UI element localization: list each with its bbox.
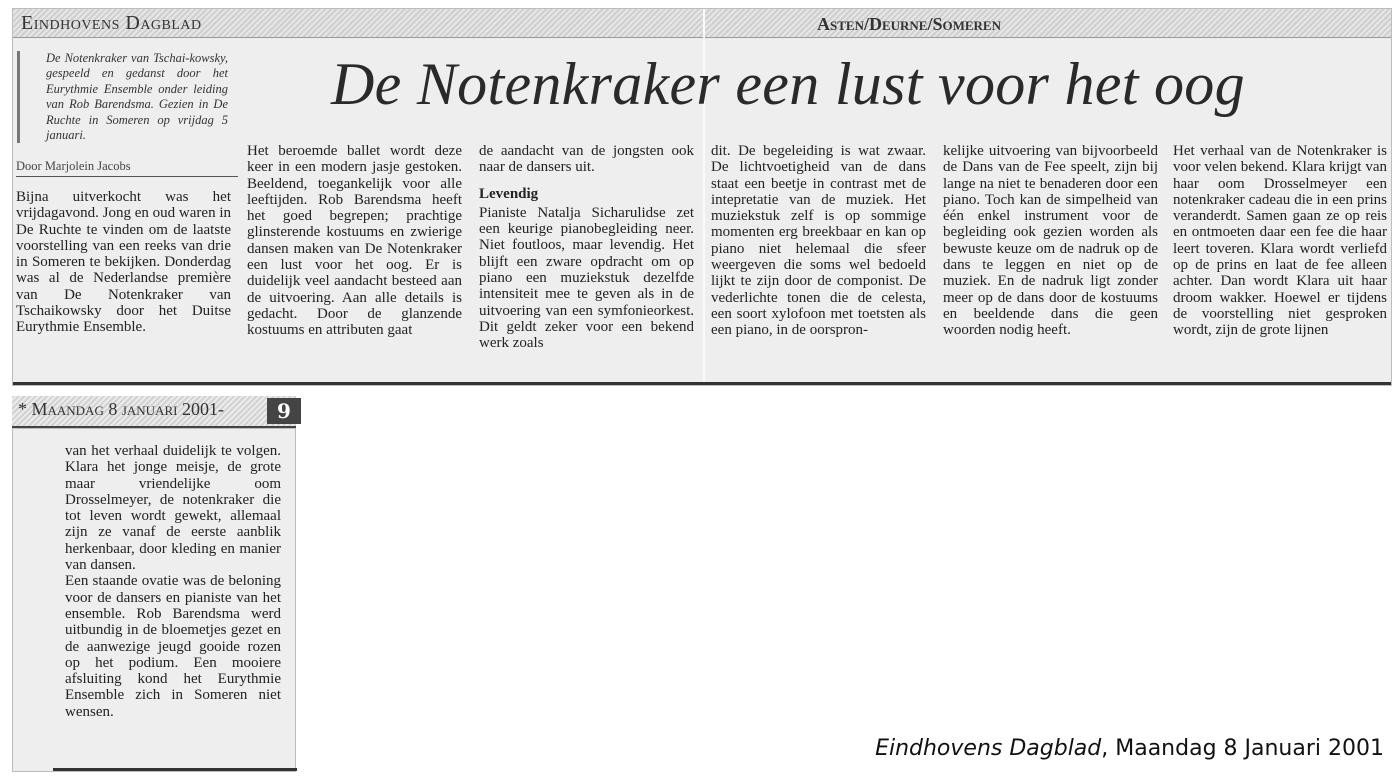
continuation-clipping (12, 428, 296, 772)
footer-date: , Maandag 8 Januari 2001 (1101, 736, 1384, 761)
headline: De Notenkraker een lust voor het oog (331, 51, 1245, 117)
byline: Door Marjolein Jacobs (16, 159, 238, 177)
article-column-6: Het verhaal van de Notenkraker is voor velen bekend. Klara krijgt van haar oom Drosselmeyer een notenkraker cadeau die in een prins veranderdt. Samen gaan ze op reis en ontmoeten daar een fee die haar leert toveren. Klara wordt verliefd op de prins en laat de fee alleen achter. Dan wordt Klara uit haar droom wakker. Hoewel er tijdens de voorstelling niet gesproken wordt, zijn de grote lijnen (1173, 143, 1387, 339)
issue-date: * Maandag 8 januari 2001- (18, 399, 224, 419)
paper-name: Eindhovens Dagblad (21, 12, 202, 34)
date-strip (12, 396, 296, 428)
article-column-3: de aandacht van de jongsten ook naar de dansers uit. Levendig Pianiste Natalja Sicharulidse zet een keurige pianobegleiding neer. Niet foutloos, maar levendig. Het blijft een zware opdracht om op piano een muziekstuk dezelfde intensiteit mee te geven als in de uitvoering van een symfonieorkest. Dit geldt zeker voor een bekend werk zoals (479, 143, 694, 352)
source-footer (875, 736, 1384, 761)
continuation-column: van het verhaal duidelijk te volgen. Klara het jonge meisje, de grote maar vriendelijke oom Drosselmeyer, de notenkraker die tot leven wordt gewekt, allemaal zijn ze vanaf de eerste aanblik herkenbaar, door kleding en manier van dansen. Een staande ovatie was de beloning voor de dansers en pianiste van het ensemble. Rob Barendsma werd uitbundig in de bloemetjes gezet en de aanwezige jeugd gooide rozen op het podium. Een mooiere afsluiting kond het Eurythmie Ensemble zich in Someren niet wensen. (65, 443, 281, 720)
newspaper-clipping (12, 8, 1392, 386)
region-label: Asten/Deurne/Someren (817, 14, 1001, 34)
article-column-2: Het beroemde ballet wordt deze keer in een modern jasje gestoken. Beeldend, toegankelijk voor alle leeftijden. Rob Barendsma heeft het goed begrepen; prachtige glinsterende kostuums en zwierige dansen maken van De Notenkraker een lust voor het oog. Er is duidelijk veel aandacht besteed aan de uitvoering. Aan alle details is gedacht. Door de glanzende kostuums en attributen gaat (247, 143, 462, 339)
article-column-5: kelijke uitvoering van bijvoorbeeld de Dans van de Fee speelt, zijn bij lange na niet te benaderen door een piano. Toch kan de simpelheid van één enkel instrument voor de begleiding ook gezien worden als bewuste keuze om de nadruk op de dans te leggen en niet op de muziek. En de nadruk ligt zonder meer op de dans door de kostuums en beeldende dans die geen woorden nodig heeft. (943, 143, 1158, 339)
masthead-banner (13, 9, 1391, 38)
article-column-4: dit. De begeleiding is wat zwaar. De lichtvoetigheid van de dans staat een beetje in contrast met de intepretatie van de muziek. Het muziekstuk zelf is op sommige momenten erg breekbaar en kan op piano niet helemaal die sfeer weergeven die soms wel bedoeld lijkt te zijn door de componist. De vederlichte tonen die de celesta, een soort xylofoon met toetsten als een piano, in de oorspron- (711, 143, 926, 339)
photo-caption: De Notenkraker van Tschai-kowsky, gespeeld en gedanst door het Eurythmie Ensemble onder leiding van Rob Barendsma. Gezien in De Ruchte in Someren op vrijdag 5 januari. (46, 51, 228, 143)
photo-caption-box (17, 51, 228, 143)
article-column-1: Bijna uitverkocht was het vrijdagavond. Jong en oud waren in De Ruchte te vinden om de laatste voorstelling van een reeks van drie in Someren te bekijken. Donderdag was al de Nederlandse première van De Notenkraker van Tschaikowsky door het Duitse Eurythmie Ensemble. (16, 189, 231, 336)
subheading-levendig: Levendig (479, 185, 539, 202)
bottom-rule (13, 382, 1391, 385)
continuation-bottom-rule (53, 768, 297, 771)
page-number-badge: 9 (267, 398, 301, 424)
footer-paper-name: Eindhovens Dagblad (875, 736, 1102, 761)
